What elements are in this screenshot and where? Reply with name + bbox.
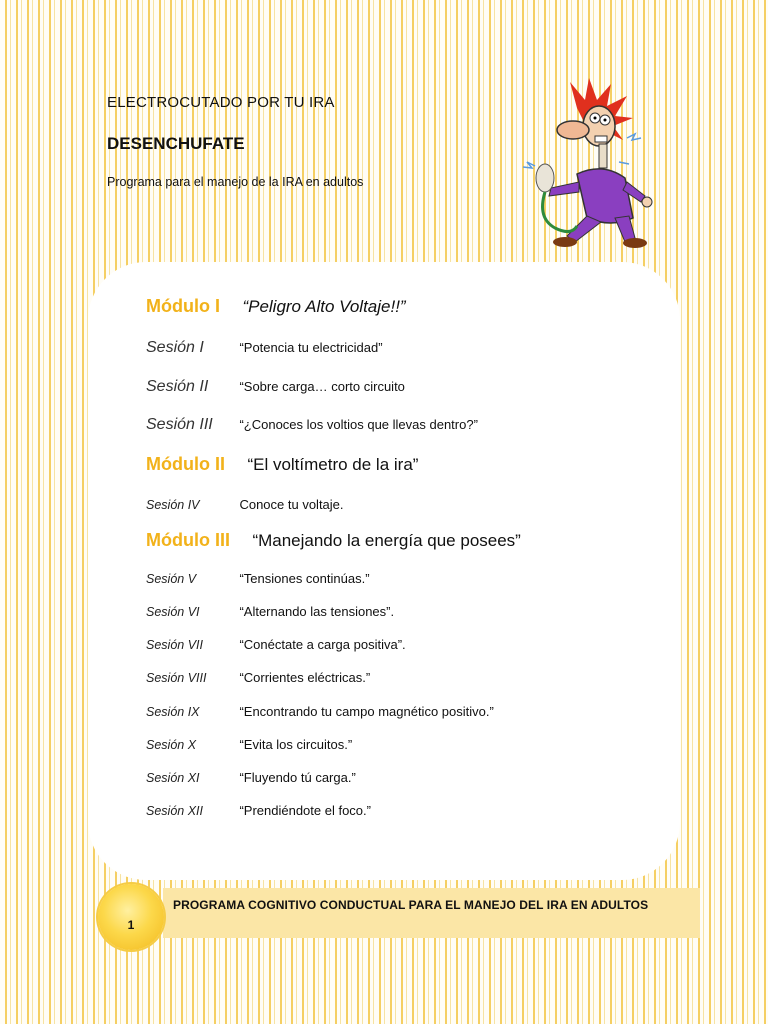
module-title: “Manejando la energía que posees” — [252, 531, 521, 550]
session-label: Sesión VIII — [146, 671, 207, 685]
session-label: Sesión II — [146, 378, 209, 395]
session-label: Sesión XII — [146, 804, 203, 818]
page-number-badge — [98, 884, 164, 950]
session-row — [146, 769, 356, 787]
session-row — [146, 636, 406, 654]
document-description: Programa para el manejo de la IRA en adultos — [107, 175, 364, 189]
session-title: “Sobre carga… corto circuito — [239, 379, 405, 394]
session-row — [146, 736, 352, 754]
session-label: Sesión III — [146, 416, 213, 433]
session-title: “¿Conoces los voltios que llevas dentro?” — [239, 417, 478, 432]
module-label: Módulo I — [146, 296, 220, 316]
session-row — [146, 496, 344, 514]
session-title: “Alternando las tensiones”. — [239, 604, 395, 619]
module-row — [146, 454, 418, 475]
session-label: Sesión I — [146, 339, 204, 356]
module-title: “El voltímetro de la ira” — [247, 455, 419, 474]
session-label: Sesión VI — [146, 605, 200, 619]
session-label: Sesión IV — [146, 498, 200, 512]
module-row — [146, 530, 521, 551]
electrocuted-man-illustration — [515, 78, 655, 250]
footer-text: PROGRAMA COGNITIVO CONDUCTUAL PARA EL MANEJO DEL IRA EN ADULTOS — [173, 898, 649, 912]
session-title: “Evita los circuitos.” — [239, 737, 353, 752]
session-title: “Tensiones continúas.” — [239, 571, 370, 586]
document-title: ELECTROCUTADO POR TU IRA — [107, 94, 335, 111]
session-title: “Corrientes eléctricas.” — [239, 670, 371, 685]
session-row — [146, 603, 394, 621]
session-row — [146, 570, 370, 588]
session-label: Sesión IX — [146, 705, 200, 719]
session-title: “Conéctate a carga positiva”. — [239, 637, 406, 652]
module-title: “Peligro Alto Voltaje!!” — [242, 297, 406, 316]
module-row — [146, 296, 406, 317]
session-row — [146, 703, 494, 721]
session-title: Conoce tu voltaje. — [239, 497, 344, 512]
session-row — [146, 416, 478, 434]
document-subtitle: DESENCHUFATE — [107, 134, 245, 153]
session-title: “Prendiéndote el foco.” — [239, 803, 371, 818]
session-title: “Potencia tu electricidad” — [239, 340, 383, 355]
session-row — [146, 378, 405, 396]
page-number: 1 — [127, 918, 135, 932]
session-row — [146, 802, 371, 820]
session-label: Sesión VII — [146, 638, 203, 652]
session-label: Sesión XI — [146, 771, 200, 785]
session-title: “Fluyendo tú carga.” — [239, 770, 356, 785]
session-label: Sesión V — [146, 572, 197, 586]
session-label: Sesión X — [146, 738, 197, 752]
module-label: Módulo II — [146, 454, 225, 474]
footer-banner — [163, 888, 700, 938]
session-row — [146, 339, 383, 357]
session-title: “Encontrando tu campo magnético positivo.” — [239, 704, 494, 719]
module-label: Módulo III — [146, 530, 230, 550]
session-row — [146, 669, 370, 687]
